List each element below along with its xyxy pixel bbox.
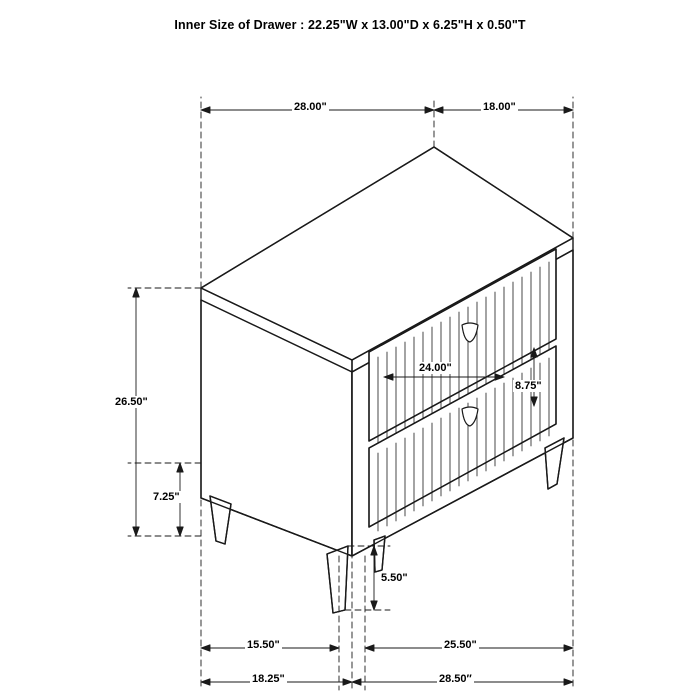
dim-leg-height: 5.50" <box>381 572 408 584</box>
dim-base-width: 25.50" <box>444 639 477 651</box>
dim-outer-depth: 18.25" <box>252 673 285 685</box>
dim-drawer-width: 24.00" <box>419 362 452 374</box>
dim-outer-width: 28.50″ <box>439 673 472 685</box>
dim-top-right-depth: 18.00" <box>483 101 516 113</box>
dim-drawer-height: 8.75" <box>515 380 542 392</box>
dim-floor-to-drawer: 7.25" <box>153 491 180 503</box>
front-right-leg <box>327 546 348 613</box>
dim-top-left-width: 28.00" <box>294 101 327 113</box>
dim-base-depth: 15.50" <box>247 639 280 651</box>
dim-total-height: 26.50" <box>115 396 148 408</box>
page-title: Inner Size of Drawer : 22.25"W x 13.00"D x 6.25"H x 0.50"T <box>174 18 526 32</box>
